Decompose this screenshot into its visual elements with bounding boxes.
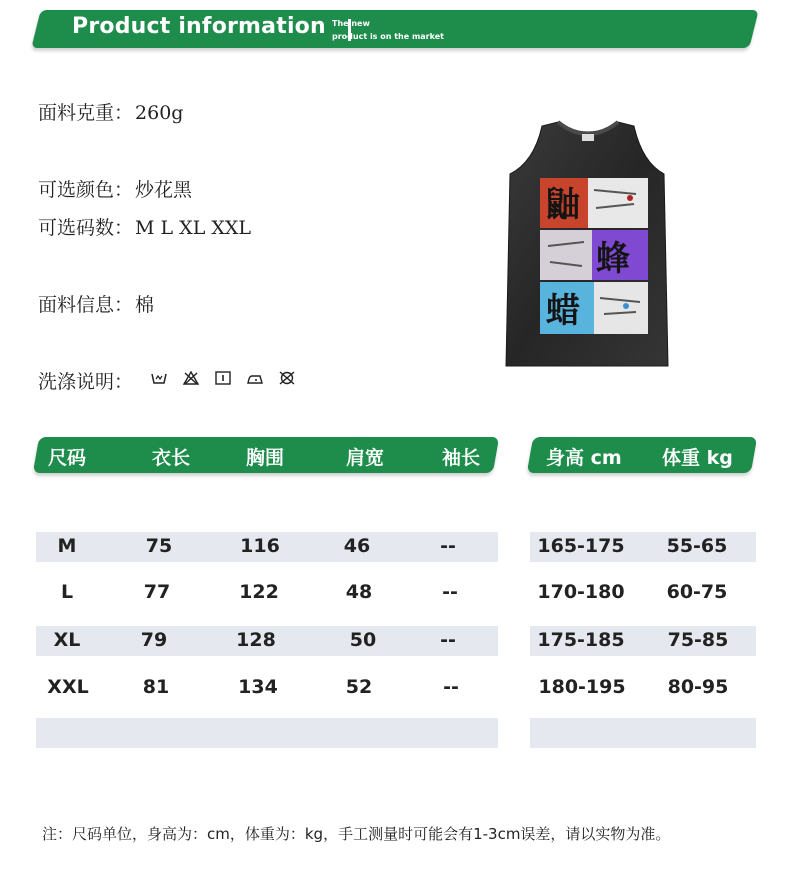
no-dry-clean-icon [278,370,296,386]
weight-label: 面料克重： [38,102,134,124]
weight-cell: 80-95 [667,676,729,698]
hand-wash-icon [150,370,168,386]
fit-table-header [530,437,754,473]
weight-cell: 60-75 [666,581,728,603]
weight-value: 260g [135,102,184,124]
size-row-bg-5 [36,718,498,748]
chest-cell: 128 [236,629,276,651]
fabric-line [38,290,154,317]
size-cell: XL [53,629,81,651]
header-length: 衣长 [152,447,191,469]
color-value: 炒花黑 [135,179,193,201]
height-cell: 180-195 [538,676,626,698]
height-cell: 170-180 [537,581,625,603]
shoulder-cell: 46 [343,535,371,557]
header-size: 尺码 [48,447,87,469]
tumble-dry-icon [214,370,232,386]
sleeve-cell: -- [443,676,459,698]
size-cell: M [57,535,77,557]
art-text-2: 蜂 [596,239,630,279]
size-value: M L XL XXL [135,217,252,239]
header-subtitle-line1: The new [332,19,370,28]
chest-cell: 122 [239,581,279,603]
shoulder-cell: 48 [345,581,373,603]
header-chest: 胸围 [246,447,285,469]
length-cell: 81 [142,676,170,698]
wash-icons [150,370,296,386]
shoulder-cell: 52 [345,676,373,698]
header-height: 身高 cm [546,447,622,469]
header-weight: 体重 kg [662,447,733,469]
color-line [38,175,192,202]
height-cell: 165-175 [537,535,625,557]
header-banner [36,10,754,48]
color-label: 可选颜色： [38,179,134,201]
fabric-label: 面料信息： [38,294,134,316]
length-cell: 75 [145,535,173,557]
weight-line [38,98,183,125]
wash-line [38,367,133,394]
product-image [496,112,680,370]
iron-icon [246,370,264,386]
sleeve-cell: -- [440,629,456,651]
art-text-1: 鼬 [546,185,580,225]
size-label: 可选码数： [38,217,134,239]
weight-cell: 75-85 [667,629,729,651]
size-note: 注：尺码单位，身高为：cm，体重为：kg，手工测量时可能会有1-3cm误差，请以实物为准。 [42,825,671,843]
header-shoulder: 肩宽 [346,447,385,469]
sleeve-cell: -- [442,581,458,603]
header-title: Product information [72,14,326,39]
length-cell: 79 [140,629,168,651]
header-subtitle-line2: product is on the market [332,32,444,41]
size-cell: L [60,581,74,603]
size-line [38,213,251,240]
weight-cell: 55-65 [666,535,728,557]
height-cell: 175-185 [537,629,625,651]
size-cell: XXL [47,676,89,698]
no-bleach-icon [182,370,200,386]
header-sleeve: 袖长 [442,447,481,469]
chest-cell: 116 [240,535,280,557]
shoulder-cell: 50 [349,629,377,651]
length-cell: 77 [143,581,171,603]
art-text-3: 蜡 [546,291,580,331]
fabric-value: 棉 [135,294,155,316]
sleeve-cell: -- [440,535,456,557]
header-subtitle [332,17,444,43]
chest-cell: 134 [238,676,278,698]
wash-label: 洗涤说明： [38,371,134,393]
size-table-header [36,437,496,473]
fit-row-bg-5 [530,718,756,748]
